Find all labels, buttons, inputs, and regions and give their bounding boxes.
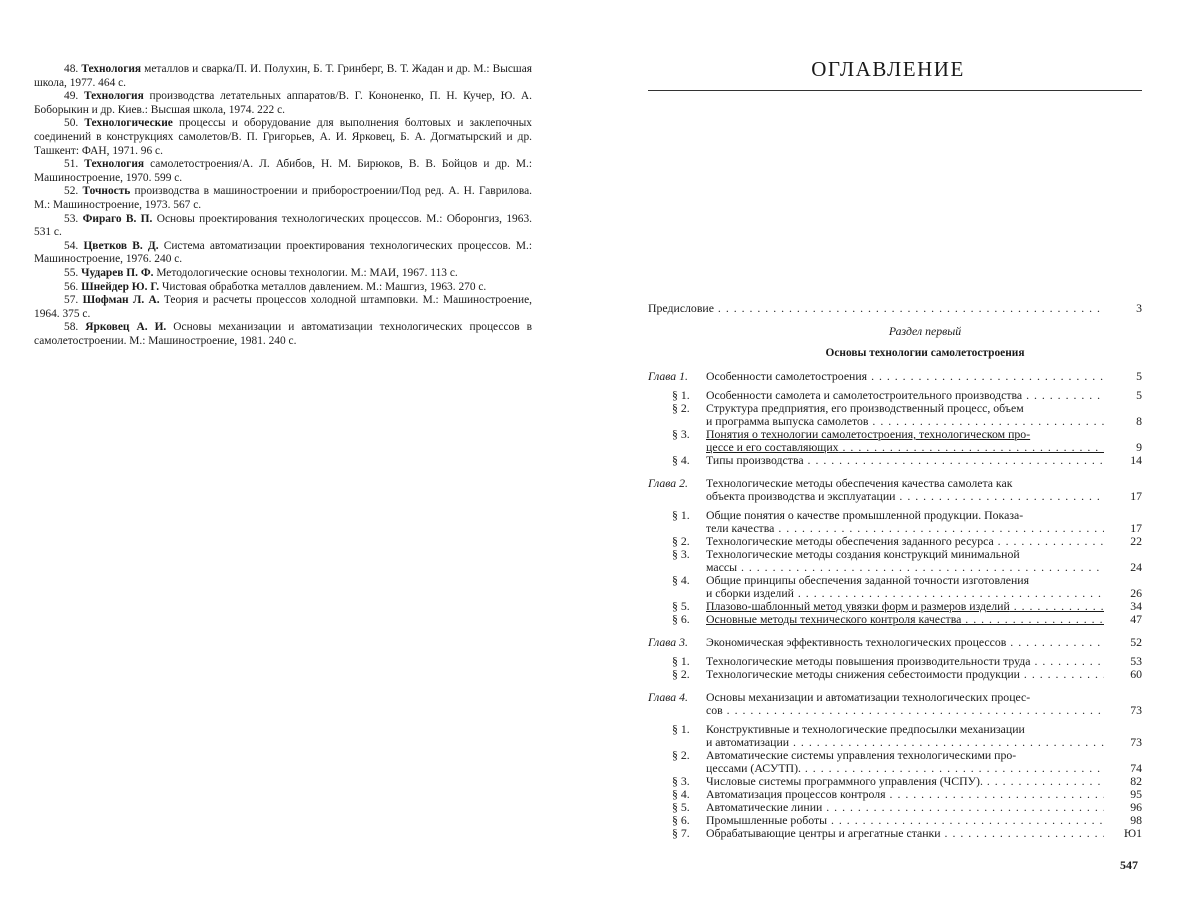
paragraph-line[interactable] [648, 522, 1142, 535]
paragraph-page: 96 [1130, 800, 1142, 814]
chapter-page: 5 [1136, 369, 1142, 383]
chapter-title-line[interactable] [648, 636, 1142, 649]
paragraph-line[interactable] [648, 509, 1142, 522]
paragraph-page: 14 [1130, 453, 1142, 467]
chapter-title-line[interactable] [648, 370, 1142, 383]
paragraph-page: 9 [1136, 440, 1142, 454]
paragraph-title: Общие понятия о качестве промышленной продукции. Показа- [706, 508, 1024, 522]
chapter-title: сов . . . [706, 704, 1104, 717]
entry-text: производства в машиностроении и приборостроении/Под ред. А. Н. Гаврилова. М.: Машиностроение, 1973. 567 с. [34, 185, 532, 211]
paragraph-page: 34 [1130, 599, 1142, 613]
paragraph-title: Числовые системы программного управления (ЧСПУ). . . . [706, 775, 1104, 788]
paragraph-page: 53 [1130, 654, 1142, 668]
bibliography-entry [34, 321, 532, 348]
entry-text: Основы механизации и автоматизации технологических процессов в самолетостроении. М.: Машиностроение, 1981. 240 с. [34, 321, 532, 347]
paragraph-page: 5 [1136, 388, 1142, 402]
left-page [0, 0, 560, 922]
page-number: 547 [1120, 858, 1138, 872]
bibliography-entry [34, 281, 532, 295]
paragraph-title: Автоматизация процессов контроля . . . [706, 788, 1104, 801]
paragraph-label: § 2. [672, 748, 690, 762]
paragraph-title: цессе и его составляющих . . . [706, 441, 1104, 454]
bibliography-entry [34, 267, 532, 281]
paragraph-label: § 1. [672, 388, 690, 402]
paragraph-title: Автоматические линии . . . [706, 801, 1104, 814]
paragraph-page: 82 [1130, 774, 1142, 788]
heading-rule [648, 90, 1142, 91]
paragraph-line[interactable] [648, 428, 1142, 441]
bibliography-entry [34, 240, 532, 267]
entry-number: 53. [64, 212, 79, 225]
entry-number: 48. [64, 63, 79, 75]
section-title: Основы технологии самолетостроения [825, 347, 1025, 359]
paragraph-title: Технологические методы создания конструкций минимальной [706, 547, 1020, 561]
chapter-title: Основы механизации и автоматизации технологических процес- [706, 690, 1031, 704]
chapter-label: Глава 2. [648, 476, 689, 490]
bibliography-entry [34, 90, 532, 117]
paragraph-line[interactable] [648, 587, 1142, 600]
paragraph-page: 60 [1130, 667, 1142, 681]
entry-number: 56. [64, 280, 79, 293]
paragraph-title: и сборки изделий . . . [706, 587, 1104, 600]
chapter-label: Глава 1. [648, 369, 689, 383]
paragraph-title: Структура предприятия, его производственный процесс, объем [706, 401, 1024, 415]
entry-text: Система автоматизации проектирования технологических процессов. М.: Машиностроение, 1976. 240 с. [34, 239, 532, 266]
bibliography-entry [34, 213, 532, 240]
chapter-title-line[interactable] [648, 704, 1142, 717]
paragraph-line[interactable] [648, 749, 1142, 762]
paragraph-title: Технологические методы обеспечения заданного ресурса . . . [706, 535, 1104, 548]
paragraph-line[interactable] [648, 441, 1142, 454]
paragraph-line[interactable] [648, 574, 1142, 587]
paragraph-title: тели качества . . . [706, 522, 1104, 535]
paragraph-label: § 1. [672, 654, 690, 668]
entry-text: производства летательных аппаратов/В. Г. Кононенко, П. Н. Кучер, Ю. А. Боборыкин и др. Киев.: Высшая школа, 1974. 222 с. [34, 90, 532, 116]
paragraph-label: § 6. [672, 813, 690, 827]
paragraph-label: § 4. [672, 787, 690, 801]
entry-author: Технология [81, 63, 142, 75]
entry-text: Чистовая обработка металлов давлением. М.: Машгиз, 1963. 270 с. [159, 280, 487, 293]
entry-author: Шофман Л. А. [82, 294, 160, 307]
chapters-list [648, 370, 1142, 840]
paragraph-page: 17 [1130, 521, 1142, 535]
chapter-label: Глава 3. [648, 635, 689, 649]
chapter-page: 17 [1130, 489, 1142, 503]
chapter-title-line[interactable] [648, 477, 1142, 490]
chapter-label: Глава 4. [648, 690, 689, 704]
paragraph-title: Конструктивные и технологические предпосылки механизации [706, 722, 1025, 736]
chapter-title-line[interactable] [648, 490, 1142, 503]
paragraph-label: § 1. [672, 508, 690, 522]
paragraph-line[interactable] [648, 762, 1142, 775]
paragraph-page: 22 [1130, 534, 1142, 548]
paragraph-label: § 4. [672, 453, 690, 467]
toc-chapter [648, 370, 1142, 467]
chapter-page: 73 [1130, 703, 1142, 717]
table-of-contents [648, 302, 1142, 840]
paragraph-line[interactable] [648, 548, 1142, 561]
paragraph-label: § 3. [672, 547, 690, 561]
chapter-title-line[interactable] [648, 691, 1142, 704]
entry-number: 49. [64, 90, 79, 103]
chapter-page: 52 [1130, 635, 1142, 649]
entry-text: Методологические основы технологии. М.: МАИ, 1967. 113 с. [153, 266, 458, 279]
paragraph-label: § 6. [672, 612, 690, 626]
entry-author: Технология [83, 90, 144, 103]
paragraph-label: § 2. [672, 401, 690, 415]
contents-heading: ОГЛАВЛЕНИЕ [811, 57, 965, 81]
chapter-title: Технологические методы обеспечения качества самолета как [706, 476, 1013, 490]
paragraph-title: Плазово-шаблонный метод увязки форм и размеров изделий . . . [706, 600, 1104, 613]
paragraph-title: Типы производства . . . [706, 454, 1104, 467]
paragraph-line[interactable] [648, 814, 1142, 827]
paragraph-title: цессами (АСУТП). . . . [706, 762, 1104, 775]
bibliography-entry [34, 117, 532, 158]
paragraph-title: Технологические методы снижения себестоимости продукции . . . [706, 668, 1104, 681]
entry-text: Теория и расчеты процессов холодной штамповки. М.: Машиностроение, 1964. 375 с. [34, 294, 532, 320]
paragraph-title: Понятия о технологии самолетостроения, технологическом про- [706, 427, 1031, 441]
paragraph-title: массы . . . [706, 561, 1104, 574]
toc-preface[interactable] [648, 302, 1142, 315]
paragraph-page: 47 [1130, 612, 1142, 626]
paragraph-title: Промышленные роботы . . . [706, 814, 1104, 827]
paragraph-title: Технологические методы повышения производительности труда . . . [706, 655, 1104, 668]
entry-author: Чударев П. Ф. [81, 266, 154, 279]
entry-number: 57. [64, 294, 79, 307]
entry-author: Фираго В. П. [82, 212, 153, 225]
paragraph-label: § 5. [672, 599, 690, 613]
preface-page: 3 [1136, 301, 1142, 315]
bibliography-entry [34, 158, 532, 185]
bibliography-entry [34, 185, 532, 212]
chapter-title: Особенности самолетостроения . . . [706, 370, 1104, 383]
paragraph-title: и программа выпуска самолетов . . . [706, 415, 1104, 428]
paragraph-label: § 2. [672, 667, 690, 681]
paragraph-title: и автоматизации . . . [706, 736, 1104, 749]
chapter-title: Экономическая эффективность технологических процессов . . . [706, 636, 1104, 649]
paragraph-line[interactable] [648, 827, 1142, 840]
toc-chapter [648, 636, 1142, 681]
bibliography-entry [34, 294, 532, 321]
entry-author: Ярковец А. И. [85, 321, 167, 334]
paragraph-label: § 2. [672, 534, 690, 548]
paragraph-line[interactable] [648, 668, 1142, 681]
entry-author: Технология [84, 158, 145, 171]
toc-chapter [648, 477, 1142, 626]
entry-number: 58. [64, 321, 79, 334]
preface-label: Предисловие . . . [648, 302, 1104, 315]
paragraph-page: Ю1 [1123, 826, 1142, 840]
paragraph-title: Основные методы технического контроля качества . . . [706, 613, 1104, 626]
paragraph-label: § 3. [672, 774, 690, 788]
bibliography-entry [34, 63, 532, 90]
entry-author: Технологические [84, 117, 173, 130]
paragraph-page: 95 [1130, 787, 1142, 801]
paragraph-line[interactable] [648, 775, 1142, 788]
paragraph-label: § 3. [672, 427, 690, 441]
paragraph-title: Общие принципы обеспечения заданной точности изготовления [706, 573, 1030, 587]
paragraph-title: Особенности самолета и самолетостроительного производства . . . [706, 389, 1104, 402]
chapter-title: объекта производства и эксплуатации . . . [706, 490, 1104, 503]
entry-number: 55. [64, 266, 79, 279]
paragraph-line[interactable] [648, 402, 1142, 415]
paragraph-title: Автоматические системы управления технологическими про- [706, 748, 1017, 762]
paragraph-page: 74 [1130, 761, 1142, 775]
entry-text: процессы и оборудование для выполнения болтовых и заклепочных соединений в конструкциях самолетов/В. П. Григорьев, А. И. Ярковец, Б. А. Догматырский и др. Ташкент: ФАН, 1971. 96 с. [34, 117, 532, 157]
entry-author: Цветков В. Д. [83, 239, 159, 252]
toc-chapter [648, 691, 1142, 840]
entry-text: Основы проектирования технологических процессов. М.: Оборонгиз, 1963. 531 с. [34, 212, 532, 239]
paragraph-title: Обрабатывающие центры и агрегатные станки . . . [706, 827, 1104, 840]
paragraph-label: § 7. [672, 826, 690, 840]
bibliography-list [34, 63, 532, 348]
entry-text: самолетостроения/А. Л. Абибов, Н. М. Бирюков, В. В. Бойцов и др. М.: Машиностроение, 1970. 599 с. [34, 158, 532, 184]
paragraph-line[interactable] [648, 788, 1142, 801]
entry-number: 51. [64, 158, 79, 171]
paragraph-label: § 1. [672, 722, 690, 736]
paragraph-label: § 4. [672, 573, 690, 587]
entry-number: 54. [64, 239, 79, 252]
paragraph-line[interactable] [648, 613, 1142, 626]
paragraph-page: 26 [1130, 586, 1142, 600]
entry-author: Точность [82, 185, 131, 198]
paragraph-page: 98 [1130, 813, 1142, 827]
right-page [600, 0, 1200, 922]
entry-author: Шнейдер Ю. Г. [81, 280, 160, 293]
paragraph-line[interactable] [648, 655, 1142, 668]
paragraph-label: § 5. [672, 800, 690, 814]
paragraph-line[interactable] [648, 801, 1142, 814]
paragraph-line[interactable] [648, 723, 1142, 736]
entry-number: 52. [64, 185, 79, 198]
paragraph-line[interactable] [648, 600, 1142, 613]
entry-number: 50. [64, 117, 79, 130]
section-label: Раздел первый [888, 324, 962, 338]
entry-text: металлов и сварка/П. И. Полухин, Б. Т. Гринберг, В. Т. Жадан и др. М.: Высшая школа, 1977. 464 с. [34, 63, 532, 89]
paragraph-page: 8 [1136, 414, 1142, 428]
paragraph-page: 24 [1130, 560, 1142, 574]
paragraph-line[interactable] [648, 454, 1142, 467]
paragraph-page: 73 [1130, 735, 1142, 749]
